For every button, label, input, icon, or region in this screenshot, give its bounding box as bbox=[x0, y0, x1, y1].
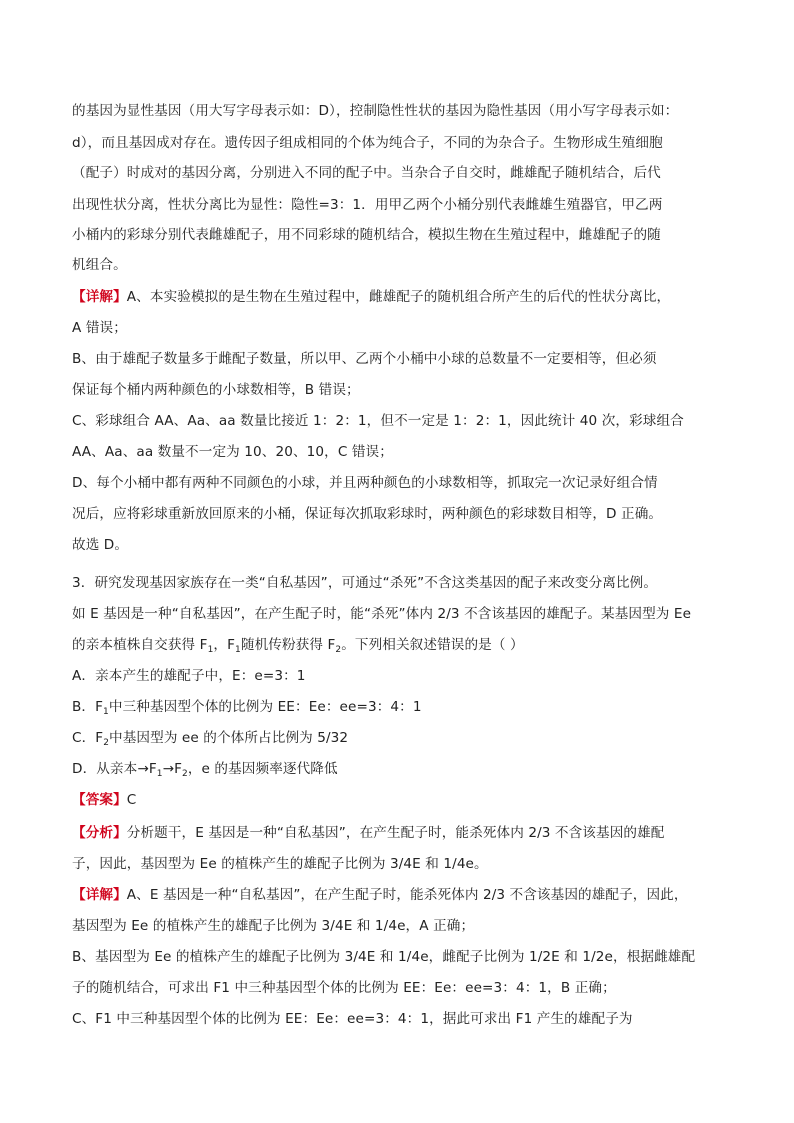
text-line: B、基因型为 Ee 的植株产生的雄配子比例为 3/4E 和 1/4e，雌配子比例为 1/2E 和 1/2e，根据雌雄配 bbox=[72, 949, 696, 965]
detail-text: A、本实验模拟的是生物在生殖过程中，雌雄配子的随机组合所产生的后代的性状分离比， bbox=[126, 289, 671, 305]
question-stem-line: 3．研究发现基因家族存在一类“自私基因”，可通过“杀死”不含这类基因的配子来改变分离比例。 bbox=[72, 575, 658, 591]
text-line: 出现性状分离，性状分离比为显性：隐性=3：1．用甲乙两个小桶分别代表雌雄生殖器官，甲乙两 bbox=[72, 197, 663, 213]
question-stem-line: 如 E 基因是一种“自私基因”，在产生配子时，能“杀死”体内 2/3 不含该基因的雄配子。某基因型为 Ee bbox=[72, 606, 692, 622]
text-line: A 错误； bbox=[72, 320, 127, 336]
text-line: AA、Aa、aa 数量不一定为 10、20、10，C 错误； bbox=[72, 444, 393, 460]
analysis-tag: 【分析】 bbox=[72, 825, 127, 841]
answer-text: C bbox=[126, 792, 137, 808]
option-a: A．亲本产生的雄配子中，E：e=3：1 bbox=[72, 668, 306, 684]
text-line: 况后，应将彩球重新放回原来的小桶，保证每次抓取彩球时，两种颜色的彩球数目相等，D 正确。 bbox=[72, 506, 663, 522]
detail-line bbox=[72, 885, 688, 905]
text-line: 子，因此，基因型为 Ee 的植株产生的雄配子比例为 3/4E 和 1/4e。 bbox=[72, 856, 488, 872]
text-line: （配子）时成对的基因分离，分别进入不同的配子中。当杂合子自交时，雌雄配子随机结合，后代 bbox=[72, 165, 661, 181]
text-line: D、每个小桶中都有两种不同颜色的小球，并且两种颜色的小球数相等，抓取完一次记录好组合情 bbox=[72, 475, 658, 491]
detail-tag: 【详解】 bbox=[72, 289, 127, 305]
analysis-line bbox=[72, 823, 664, 843]
detail-text: A、E 基因是一种“自私基因”，在产生配子时，能杀死体内 2/3 不含该基因的雄配子，因此， bbox=[126, 887, 688, 903]
text-line: 故选 D。 bbox=[72, 537, 129, 553]
option-c: C．$F_2$中基因型为 ee 的个体所占比例为 5/32 bbox=[72, 730, 349, 748]
text-line: 的基因为显性基因（用大写字母表示如：D），控制隐性性状的基因为隐性基因（用小写字母表示如： bbox=[72, 103, 679, 119]
answer-tag: 【答案】 bbox=[72, 792, 127, 808]
answer-line bbox=[72, 790, 136, 810]
option-d: D．从亲本$\to F_1\to F_2$，e 的基因频率逐代降低 bbox=[72, 761, 338, 779]
analysis-text: 分析题干，E 基因是一种“自私基因”，在产生配子时，能杀死体内 2/3 不含该基因的雄配 bbox=[126, 825, 665, 841]
detail-tag: 【详解】 bbox=[72, 887, 127, 903]
option-b: B．$F_1$中三种基因型个体的比例为 EE：Ee：ee=3：4：1 bbox=[72, 699, 422, 717]
text-line: d），而且基因成对存在。遗传因子组成相同的个体为纯合子，不同的为杂合子。生物形成生殖细胞 bbox=[72, 135, 663, 151]
text-line: 机组合。 bbox=[72, 257, 127, 273]
text-line: 小桶内的彩球分别代表雌雄配子，用不同彩球的随机结合，模拟生物在生殖过程中，雌雄配子的随 bbox=[72, 227, 661, 243]
text-line: B、由于雄配子数量多于雌配子数量，所以甲、乙两个小桶中小球的总数量不一定要相等，但必须 bbox=[72, 351, 657, 367]
text-line: 基因型为 Ee 的植株产生的雄配子比例为 3/4E 和 1/4e，A 正确； bbox=[72, 918, 475, 934]
text-line: 保证每个桶内两种颜色的小球数相等，B 错误； bbox=[72, 382, 360, 398]
text-line: C、彩球组合 AA、Aa、aa 数量比接近 1：2：1，但不一定是 1：2：1，因此统计 40 次，彩球组合 bbox=[72, 413, 684, 429]
detail-line bbox=[72, 287, 670, 307]
text-line: C、F1 中三种基因型个体的比例为 EE：Ee：ee=3：4：1，据此可求出 F1 产生的雄配子为 bbox=[72, 1011, 633, 1027]
text-line: 子的随机结合，可求出 F1 中三种基因型个体的比例为 EE：Ee：ee=3：4：1，B 正确； bbox=[72, 980, 616, 996]
question-stem-line: 的亲本植株自交获得 $F_1$，$F_1$随机传粉获得 $F_2$。下列相关叙述错误的是（ ） bbox=[72, 637, 524, 655]
